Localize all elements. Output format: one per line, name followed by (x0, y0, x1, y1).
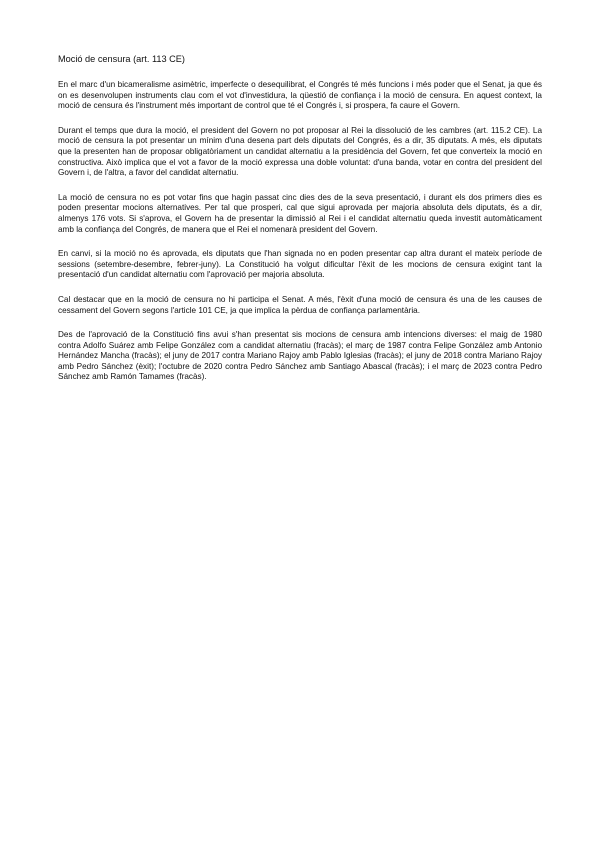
paragraph-history: Des de l'aprovació de la Constitució fins avui s'han presentat sis mocions de censura amb intencions diverses: el maig de 1980 contra Adolfo Suárez amb Felipe González com a candidat alternatiu (fracàs); el març de 1987 contra Felipe González amb Antonio Hernández Mancha (fracàs); el juny de 2017 contra Mariano Rajoy amb Pablo Iglesias (fracàs); el juny de 2018 contra Mariano Rajoy amb Pedro Sánchez (èxit); l'octubre de 2020 contra Pedro Sánchez amb Santiago Abascal (fracàs); i el març de 2023 contra Pedro Sánchez amb Ramón Tamames (fracàs). (58, 330, 542, 382)
document-body (58, 54, 542, 397)
paragraph-rejection: En canvi, si la moció no és aprovada, els diputats que l'han signada no en poden presentar cap altra durant el mateix període de sessions (setembre-desembre, febrer-juny). La Constitució ha volgut dificultar l'èxit de les mocions de censura exigint tant la presentació d'un candidat alternatiu com l'aprovació per majoria absoluta. (58, 249, 542, 280)
paragraph-bicameralism: En el marc d'un bicameralisme asimètric, imperfecte o desequilibrat, el Congrés té més funcions i més poder que el Senat, ja que és on es desenvolupen instruments clau com el vot d'investidura, la qüestió de confiança i la moció de censura. En aquest context, la moció de censura és l'instrument més important de control que té el Congrés i, si prospera, fa caure el Govern. (58, 80, 542, 111)
paragraph-voting: La moció de censura no es pot votar fins que hagin passat cinc dies des de la seva presentació, i durant els dos primers dies es poden presentar mocions alternatives. Per tal que prosperi, cal que sigui aprovada per majoria absoluta dels diputats, és a dir, almenys 176 vots. Si s'aprova, el Govern ha de presentar la dimissió al Rei i el candidat alternatiu queda investit automàticament amb la confiança del Congrés, de manera que el Rei el nomenarà president del Govern. (58, 192, 542, 234)
paragraph-dissolution: Durant el temps que dura la moció, el president del Govern no pot proposar al Rei la dissolució de les cambres (art. 115.2 CE). La moció de censura la pot presentar un mínim d'una desena part dels diputats del Congrés, és a dir, 35 diputats. A més, els diputats que la presenten han de proposar obligatòriament un candidat alternatiu a la presidència del Govern, fet que converteix la moció en constructiva. Això implica que el vot a favor de la moció expressa una doble voluntat: d'una banda, votar en contra del president del Govern i, de l'altra, a favor del candidat alternatiu. (58, 125, 542, 178)
page-title: Moció de censura (art. 113 CE) (58, 54, 185, 64)
paragraph-senate: Cal destacar que en la moció de censura no hi participa el Senat. A més, l'èxit d'una moció de censura és una de les causes de cessament del Govern segons l'article 101 CE, ja que implica la pèrdua de confiança parlamentària. (58, 294, 542, 315)
